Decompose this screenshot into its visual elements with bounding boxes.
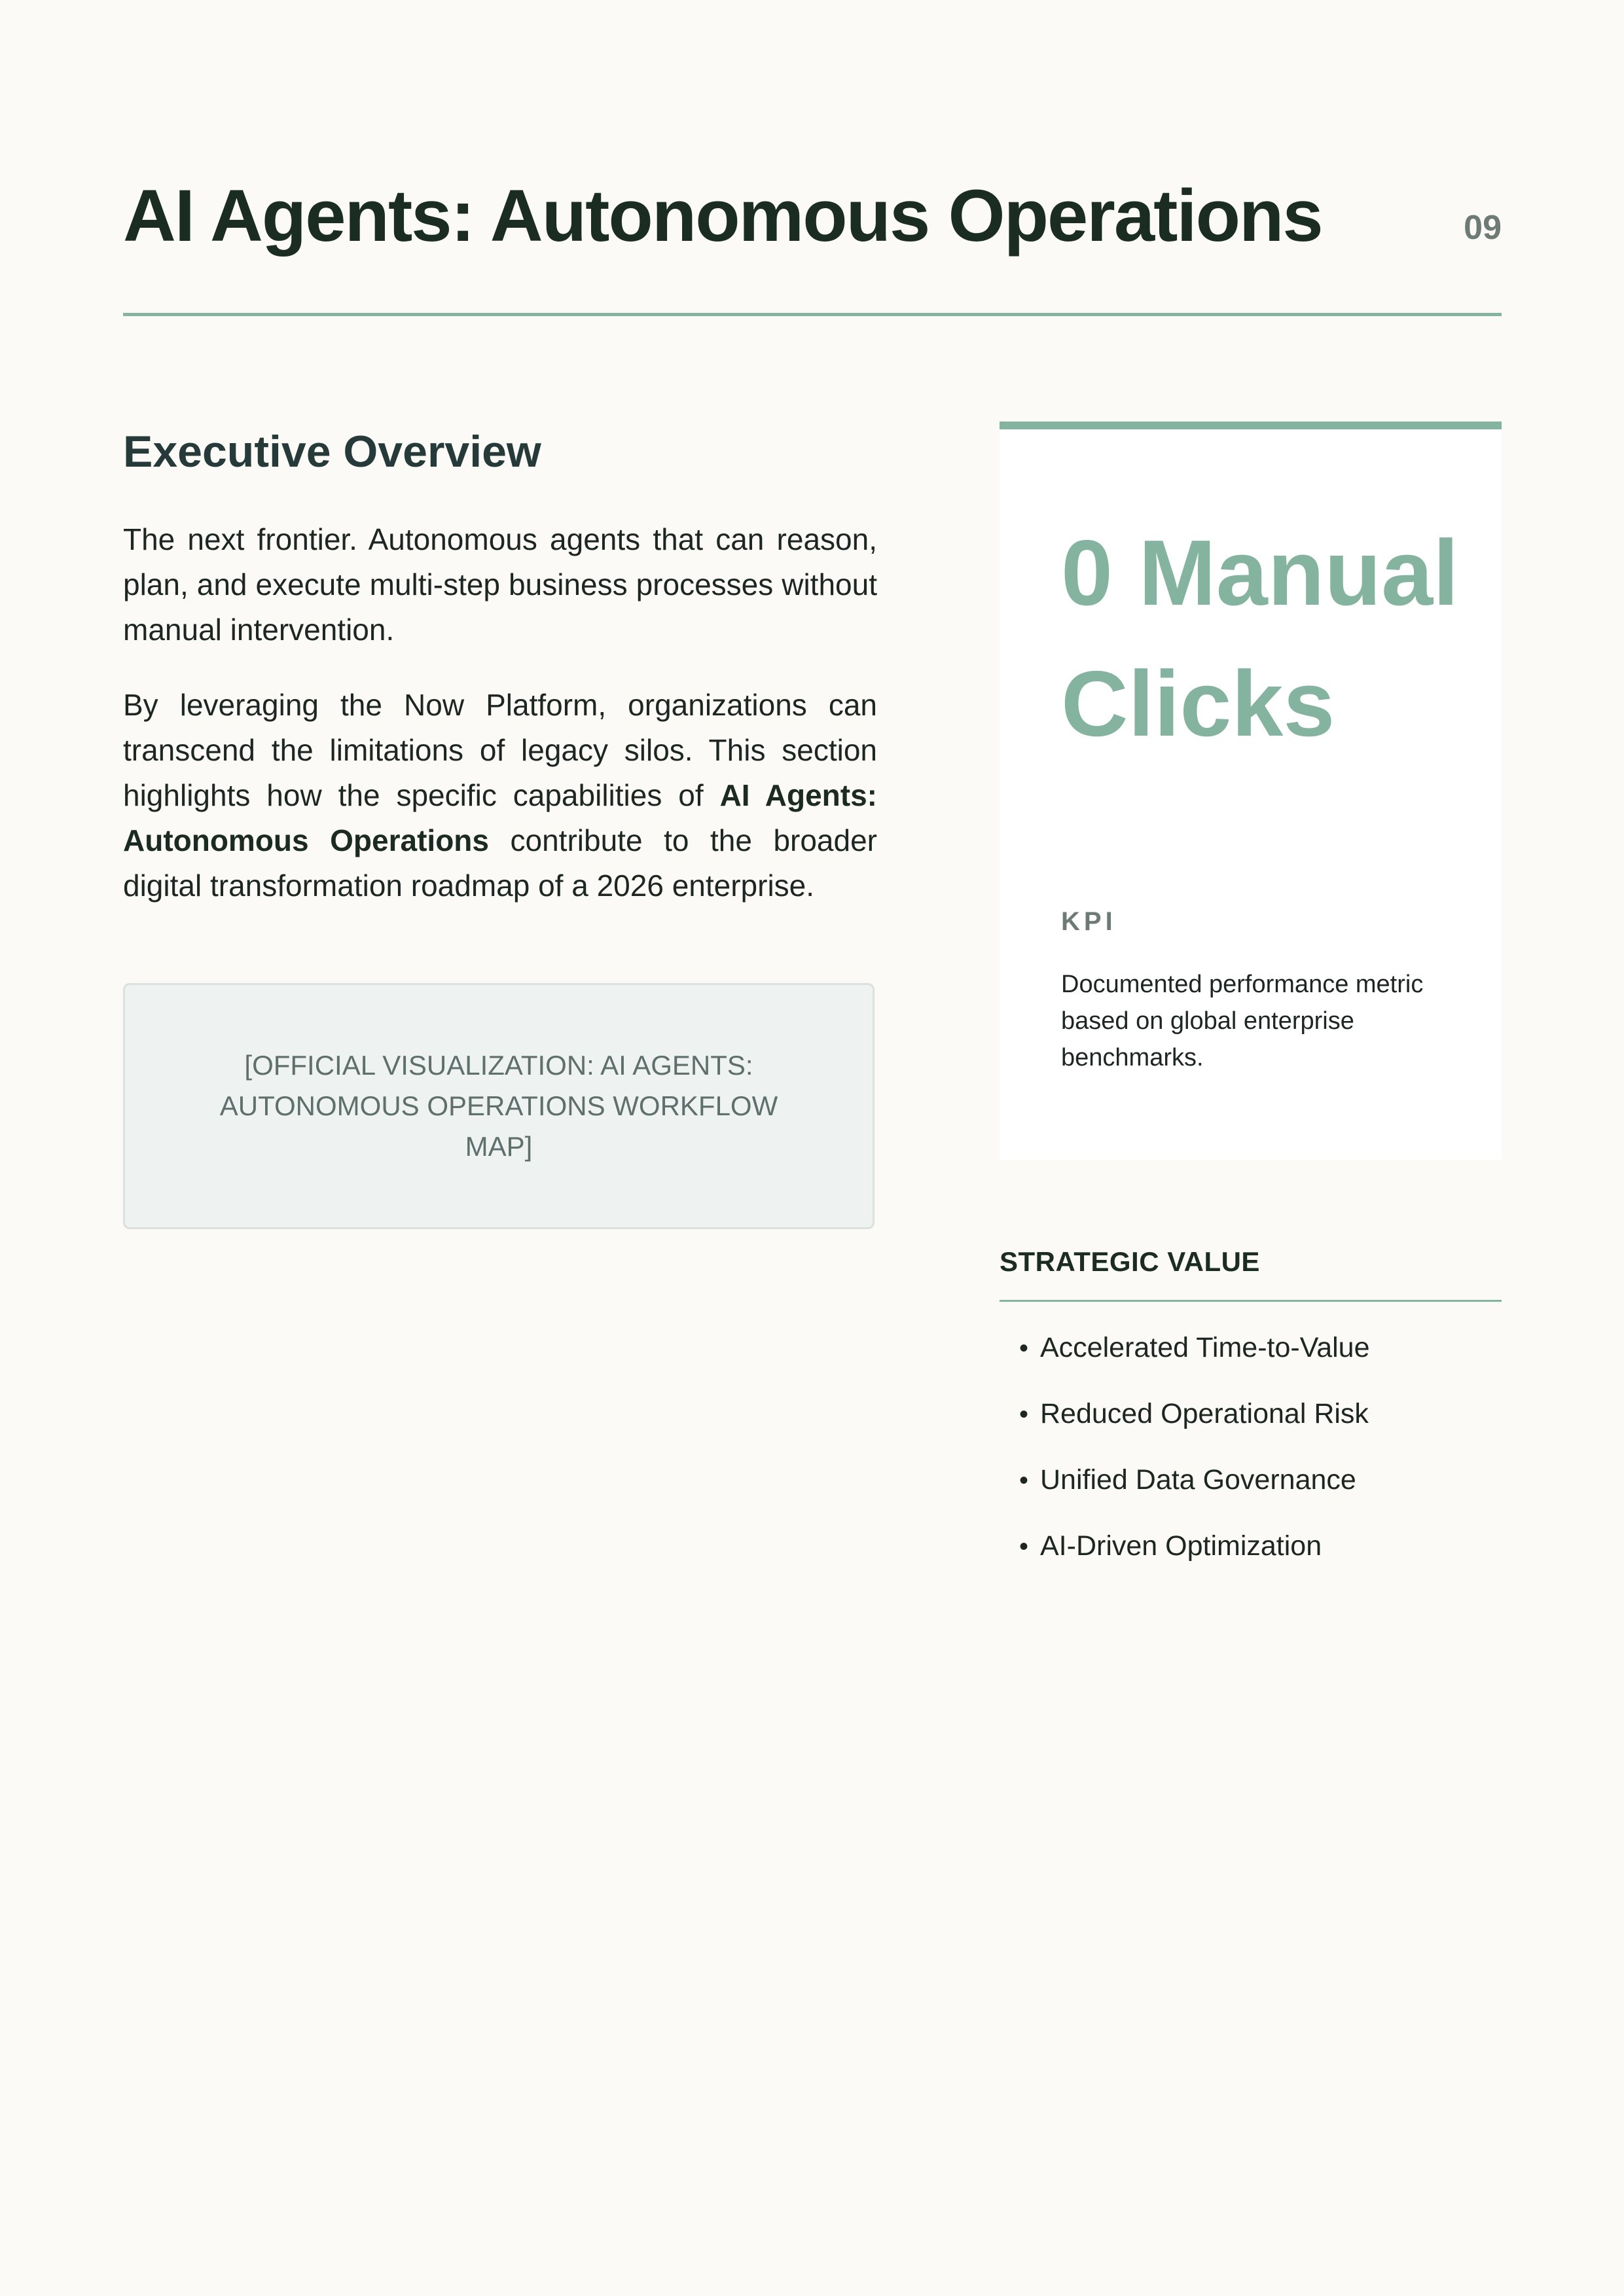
strategic-value-section <box>1000 1242 1502 1592</box>
visualization-placeholder <box>123 983 875 1229</box>
kpi-card <box>1000 422 1502 1160</box>
bullet-icon: • <box>1019 1334 1029 1363</box>
header-divider <box>123 313 1502 316</box>
page-number: 09 <box>1464 209 1502 247</box>
kpi-description: Documented performance metric based on global enterprise benchmarks. <box>1061 971 1424 1071</box>
paragraph-2-text-start: By leveraging the Now Platform, organizations can transcend the limitations of legacy silos. This section highlights how the specific capabilities of <box>123 688 877 812</box>
list-item-label: AI-Driven Optimization <box>1040 1530 1322 1562</box>
page-title: AI Agents: Autonomous Operations <box>123 175 1322 257</box>
section-heading: Executive Overview <box>123 427 541 476</box>
document-page <box>123 0 1502 2296</box>
list-item-label: Reduced Operational Risk <box>1040 1398 1369 1429</box>
list-item <box>1000 1460 1502 1500</box>
paragraph-2-bold-text: AI Agents: Autonomous Operations <box>123 778 877 857</box>
list-item-label: Unified Data Governance <box>1040 1464 1356 1496</box>
bullet-icon: • <box>1019 1400 1029 1429</box>
overview-paragraph-2 <box>123 683 877 908</box>
bullet-icon: • <box>1019 1466 1029 1495</box>
strategic-value-divider <box>1000 1300 1502 1302</box>
kpi-value: 0 Manual Clicks <box>1061 521 1459 756</box>
overview-column <box>123 419 877 1162</box>
bullet-icon: • <box>1019 1532 1029 1561</box>
strategic-value-heading: STRATEGIC VALUE <box>1000 1246 1260 1277</box>
list-item <box>1000 1526 1502 1566</box>
list-item <box>1000 1328 1502 1368</box>
overview-paragraph-1: The next frontier. Autonomous agents that can reason, plan, and execute multi-step business processes without manual intervention. <box>123 522 877 647</box>
kpi-label: KPI <box>1061 907 1117 936</box>
list-item-label: Accelerated Time-to-Value <box>1040 1332 1370 1363</box>
page-header <box>123 170 1502 262</box>
strategic-value-list <box>1000 1328 1502 1566</box>
visualization-placeholder-text: [OFFICIAL VISUALIZATION: AI AGENTS: AUTONOMOUS OPERATIONS WORKFLOW MAP] <box>219 1050 778 1162</box>
paragraph-2-text-end: contribute to the broader digital transformation roadmap of a 2026 enterprise. <box>123 823 877 903</box>
list-item <box>1000 1394 1502 1434</box>
